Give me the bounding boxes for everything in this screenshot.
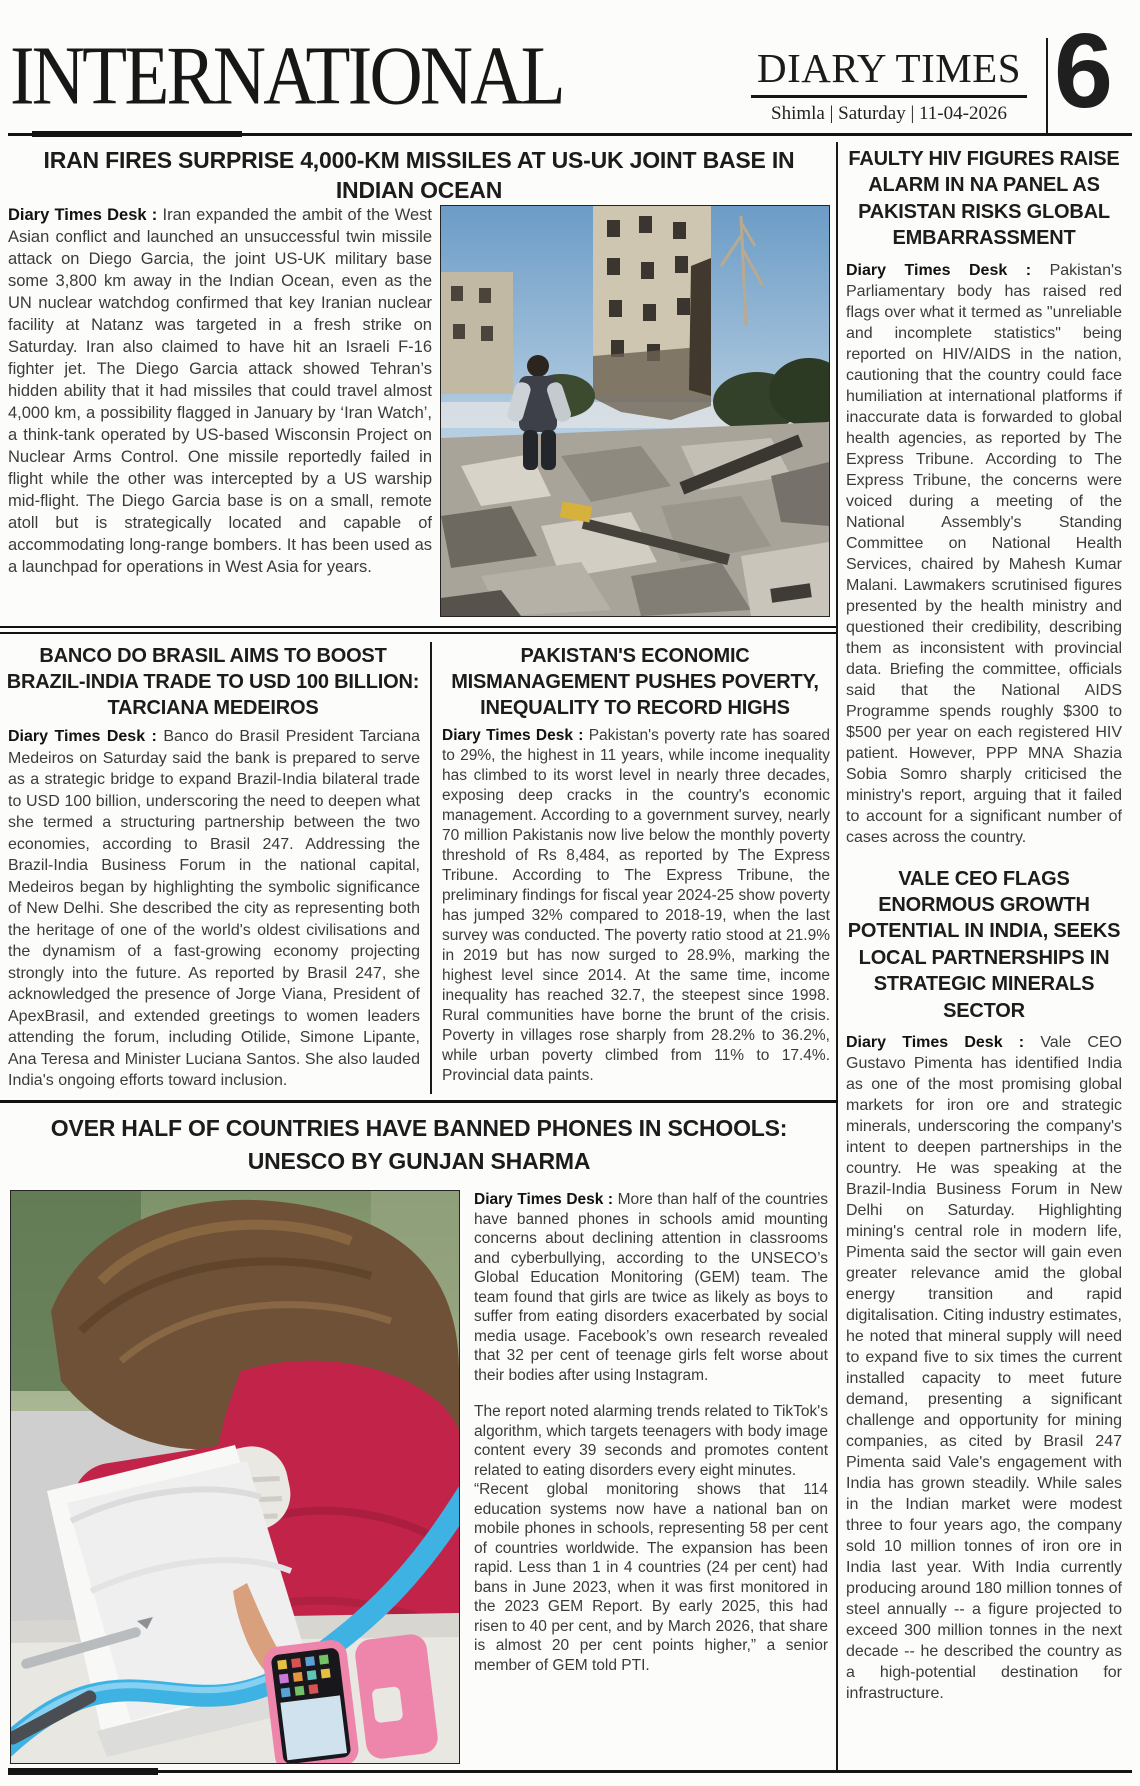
vale-article-body [846, 1032, 1122, 1704]
student-bent-over-desk-with-phone-photo [11, 1191, 459, 1763]
iran-body-text: Iran expanded the ambit of the West Asian conflict and launched an unsuccessful twin missile attack on Diego Garcia, the joint US-UK military base some 3,800 km away in the Indian Ocean, even as the UN nuclear watchdog confirmed that key Iranian nuclear facility at Natanz was targeted in a fresh strike on Saturday. Iran also claimed to have hit an Israeli F-16 fighter jet. The Diego Garcia attack showed Tehran’s hidden ability that it had missiles that could travel almost 4,000 km, a possibility flagged in January by ‘Iran Watch’, a think-tank operated by US-based Wisconsin Project on Nuclear Arms Control. One missile reportedly failed in flight while the other was intercepted by a US warship mid-flight. The Diego Garcia base is on a small, remote atoll but is strategically located and capable of accommodating long-range bombers. It has been used as a launchpad for operations in West Asia for years. [8, 206, 432, 576]
page-number: 6 [1054, 12, 1110, 130]
hiv-byline: Diary Times Desk : [846, 261, 1032, 279]
iran-article-headline: IRAN FIRES SURPRISE 4,000-KM MISSILES AT US-UK JOINT BASE IN INDIAN OCEAN [43, 147, 795, 203]
unesco-p1-text: More than half of the countries have banned phones in schools amid mounting concerns about declining attention in classrooms and cyberbullying, according to the UNSECO’s Global Education Monitoring (GEM) team. The team found that girls are twice as likely as boys to suffer from eating disorders exacerbated by social media usage. Facebook’s own research revealed that 32 per cent of teenage girls felt worse about their bodies after using Instagram. [474, 1191, 828, 1384]
unesco-byline: Diary Times Desk : [474, 1191, 614, 1208]
bottom-rule [8, 1770, 1132, 1773]
pak-economy-article-body [442, 726, 830, 1096]
masthead-title: DIARY TIMES [756, 45, 1022, 91]
unesco-paragraph-2: The report noted alarming trends related to TikTok's algorithm, which targets teenagers with body image content every 39 seconds and promotes content related to eating disorders every eight minutes. [474, 1403, 828, 1479]
banco-byline: Diary Times Desk : [8, 728, 157, 745]
unesco-paragraph-3: “Recent global monitoring shows that 114 education systems now have a national ban on mobile phones in schools, representing 58 per cent of countries worldwide. The expansion has been rapid. Less than 1 in 4 countries (24 per cent) had bans in June 2023, when it was first monitored in the 2023 GEM Report. By early 2025, this had risen to 40 per cent, and by March 2026, that share is almost 20 per cent points higher,” a senior member of GEM told PTI. [474, 1481, 828, 1674]
dateline: Shimla | Saturday | 11-04-2026 [771, 103, 1007, 125]
pak-economy-article-headline: PAKISTAN'S ECONOMIC MISMANAGEMENT PUSHES POVERTY, INEQUALITY TO RECORD HIGHS [451, 645, 819, 719]
pak-economy-byline: Diary Times Desk : [442, 727, 584, 744]
unesco-article-body [474, 1190, 828, 1766]
unesco-article-photo [10, 1190, 460, 1764]
banco-article-headline: BANCO DO BRASIL AIMS TO BOOST BRAZIL-INDIA TRADE TO USD 100 BILLION: TARCIANA MEDEIROS [6, 645, 420, 719]
masthead [745, 46, 1033, 125]
unesco-article-headline: OVER HALF OF COUNTRIES HAVE BANNED PHONES IN SCHOOLS: UNESCO BY GUNJAN SHARMA [50, 1115, 788, 1175]
main-column-divider [836, 142, 838, 1770]
unesco-paragraph-1 [474, 1190, 828, 1385]
iran-article-body [8, 204, 432, 624]
header-vertical-divider [1046, 38, 1048, 136]
hiv-article-headline: FAULTY HIV FIGURES RAISE ALARM IN NA PANEL AS PAKISTAN RISKS GLOBAL EMBARRASSMENT [848, 148, 1120, 250]
pak-economy-body-text: Pakistan's poverty rate has soared to 29%, the highest in 11 years, while income inequality has climbed to its worst level in nearly three decades, exposing deep cracks in the country's economic management. According to a government survey, nearly 70 million Pakistanis now live below the monthly poverty threshold of Rs 8,484, as reported by The Express Tribune. According to The Express Tribune, the preliminary findings for fiscal year 2024-25 show poverty has jumped 32% compared to 2018-19, when the last survey was conducted. The poverty ratio stood at 21.9% in 2019 but has now surged to 28.9%, marking the highest level since 2014. At the same time, income inequality has reached 32.7, the steepest since 1998. Rural communities have borne the brunt of the crisis. Poverty in villages rose sharply from 28.2% to 36.2%, while urban poverty climbed from 11% to 17.4%. Provincial data paints. [442, 727, 830, 1084]
double-rule [0, 626, 838, 634]
banco-article-body [8, 726, 420, 1096]
masthead-rule [751, 95, 1027, 98]
destroyed-building-rubble-photo [441, 206, 829, 616]
header-rule [8, 133, 1132, 136]
iran-byline: Diary Times Desk : [8, 206, 158, 224]
right-column [846, 144, 1122, 1770]
vale-byline: Diary Times Desk : [846, 1033, 1025, 1051]
vale-body-text: Vale CEO Gustavo Pimenta has identified India as one of the most promising global markets for iron ore and strategic minerals, underscoring the company's intent to deepen partnerships in the country. He was speaking at the Brazil-India Business Forum in New Delhi on Saturday. Highlighting mining's central role in modern life, Pimenta said the sector will gain even greater relevance amid the global energy transition and rapid digitalisation. Citing industry estimates, he noted that mineral supply will need to expand five to six times the current installed capacity to meet future demand, presenting a significant challenge and opportunity for mining companies, as cited by Brasil 247 Pimenta said Vale's engagement with India has grown steadily. While sales in the Indian market were modest three to four years ago, the company sold 10 million tonnes of iron ore in India last year. With India currently producing around 180 million tonnes of steel annually -- a figure projected to exceed 300 million tonnes in the next decade -- he described the country as a high-potential destination for infrastructure. [846, 1033, 1122, 1702]
vale-article-headline: VALE CEO FLAGS ENORMOUS GROWTH POTENTIAL IN INDIA, SEEKS LOCAL PARTNERSHIPS IN STRATEGIC MINERALS SECTOR [847, 867, 1121, 1022]
single-rule [0, 1100, 838, 1103]
iran-article-photo [440, 205, 830, 617]
banco-body-text: Banco do Brasil President Tarciana Medeiros on Saturday said the bank is prepared to serve as a strategic bridge to expand Brazil-India bilateral trade to USD 100 billion, underscoring the need to deepen what she termed a structuring partnership between the two economies, according to Brasil 247. Addressing the Brazil-India Business Forum in the national capital, Medeiros began by highlighting the symbolic significance of New Delhi. She described the city as representing both the heritage of one of the world's oldest civilisations and the dynamism of a fast-growing economy projecting strongly into the future. As reported by Brasil 247, she acknowledged the presence of Jorge Viana, President of ApexBrasil, and extended greetings to women leaders attending the forum, including Otilide, Simone Lipante, Ana Teresa and Minister Luciana Santos. She also lauded India's ongoing efforts toward inclusion. [8, 728, 420, 1089]
hiv-article-body [846, 260, 1122, 848]
hiv-body-text: Pakistan's Parliamentary body has raised red flags over what it termed as "unreliable and incomplete statistics" being reported on HIV/AIDS in the nation, cautioning that the country could face humiliation at international platforms if inaccurate data is forwarded to global health agencies, as reported by The Express Tribune. According to The Express Tribune, the concerns were voiced during a meeting of the National Assembly's Standing Committee on National Health Services, chaired by Mahesh Kumar Malani. Lawmakers scrutinised figures presented by the health ministry and questioned their credibility, describing them as inconsistent with provincial data. Briefing the committee, officials said that the National AIDS Programme spends roughly $300 to $500 per year on each registered HIV patient. However, PPP MNA Shazia Sobia Somro sharply criticised the ministry's report, arguing that it failed to account for a significant number of cases across the country. [846, 261, 1122, 846]
section-title: INTERNATIONAL [10, 29, 563, 123]
mid-column-divider [430, 642, 432, 1094]
